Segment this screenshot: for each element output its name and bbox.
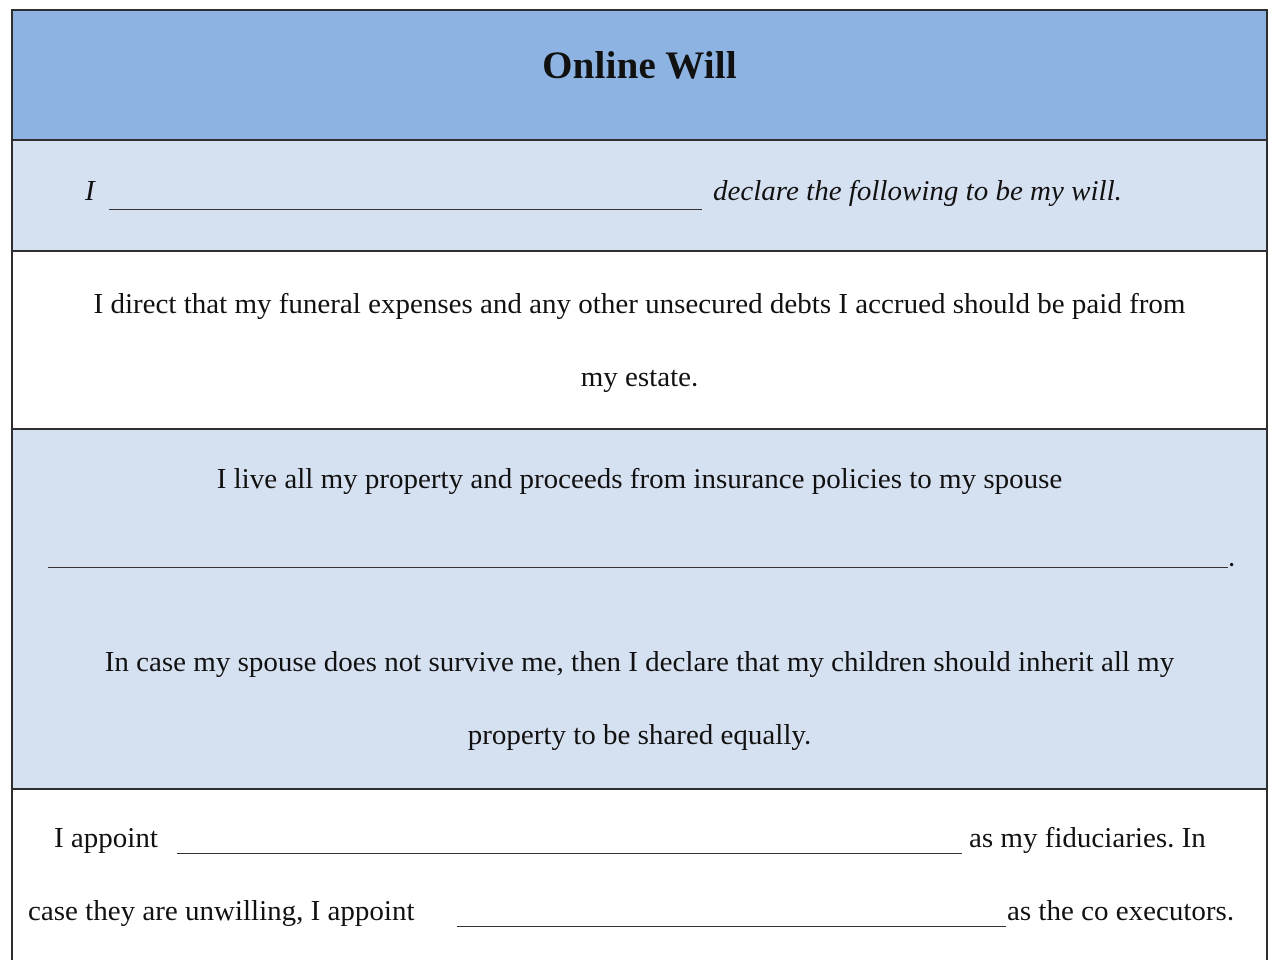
title-row — [13, 11, 1266, 141]
spouse-line-period: . — [1228, 541, 1236, 573]
fiduciaries-name-field[interactable] — [177, 853, 962, 854]
property-line-4: property to be shared equally. — [467, 719, 812, 751]
property-line-3: In case my spouse does not survive me, then I declare that my children should inherit all my — [104, 646, 1175, 678]
appoint-prefix-1: I appoint — [54, 822, 158, 854]
spouse-name-field[interactable] — [48, 567, 1228, 568]
debts-line-1: I direct that my funeral expenses and any other unsecured debts I accrued should be paid from — [93, 288, 1186, 320]
debts-row — [13, 252, 1266, 430]
testator-name-field[interactable] — [109, 209, 702, 210]
online-will-form — [11, 9, 1268, 960]
declaration-prefix: I — [85, 175, 95, 207]
appointment-row — [13, 790, 1266, 960]
declaration-suffix: declare the following to be my will. — [713, 175, 1122, 207]
co-executors-name-field[interactable] — [457, 926, 1006, 927]
debts-line-2: my estate. — [580, 361, 699, 393]
appoint-suffix-1: as my fiduciaries. In — [969, 822, 1206, 854]
property-row — [13, 430, 1266, 790]
appoint-suffix-2: as the co executors. — [1007, 895, 1235, 927]
property-line-1: I live all my property and proceeds from insurance policies to my spouse — [216, 463, 1063, 495]
declaration-row — [13, 141, 1266, 252]
appoint-prefix-2: case they are unwilling, I appoint — [28, 895, 415, 927]
form-title: Online Will — [542, 44, 737, 87]
